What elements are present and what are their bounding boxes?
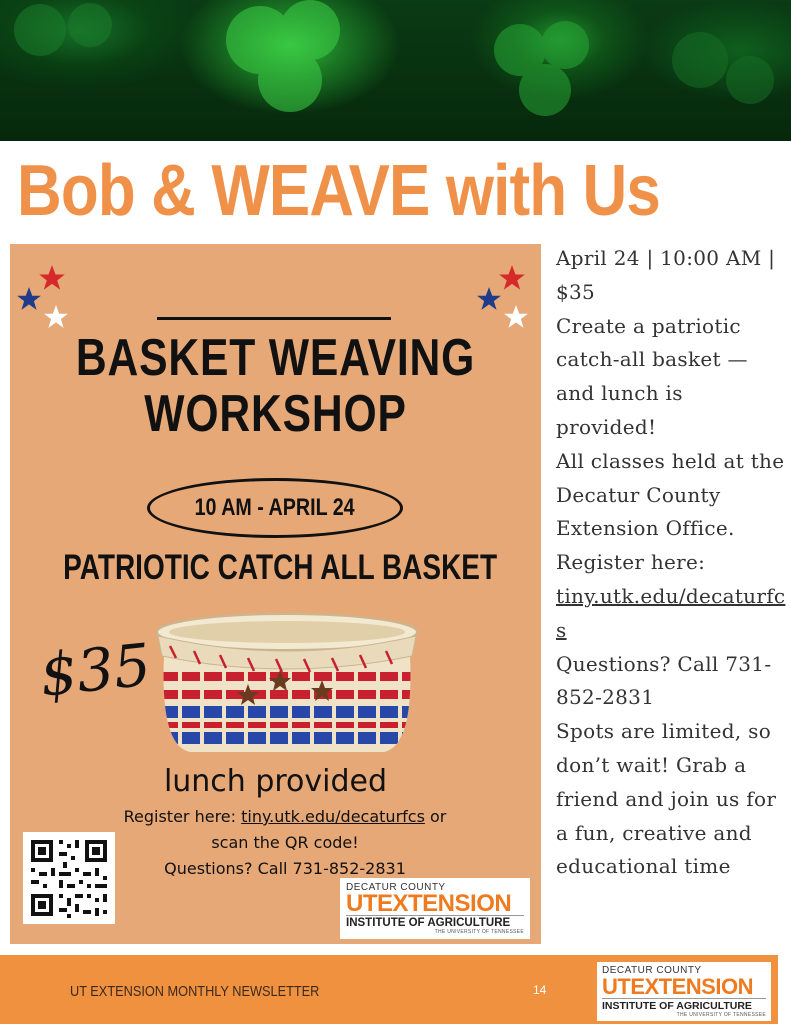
price-label: $35	[36, 630, 154, 710]
flyer-questions: Questions? Call 731-852-2831	[164, 859, 406, 878]
logo-institute: INSTITUTE OF AGRICULTURE	[346, 915, 524, 929]
page-number: 14	[533, 983, 547, 997]
scan-qr-text: scan the QR code!	[211, 833, 359, 852]
flyer-heading-line2: WORKSHOP	[144, 385, 407, 443]
event-description: Create a patriotic catch-all basket — and lunch is provided!	[556, 313, 748, 439]
flyer-heading	[58, 330, 493, 442]
clover-decoration-icon	[0, 0, 140, 110]
event-location: All classes held at the Decatur County Extension Office.	[556, 448, 785, 541]
newsletter-label: UT EXTENSION MONTHLY NEWSLETTER	[70, 983, 320, 1000]
flyer-subtitle: PATRIOTIC CATCH ALL BASKET	[63, 548, 498, 587]
heading-divider	[157, 317, 391, 320]
clover-decoration-icon	[190, 0, 390, 140]
workshop-flyer	[10, 244, 541, 944]
event-date-line: April 24 | 10:00 AM | $35	[556, 246, 776, 304]
event-details	[556, 242, 786, 884]
ut-extension-logo	[340, 878, 530, 939]
logo-extension	[346, 890, 524, 917]
header-banner-image	[0, 0, 791, 141]
register-prefix: Register here:	[123, 807, 242, 826]
flyer-register-link[interactable]: tiny.utk.edu/decaturfcs	[241, 807, 425, 826]
register-link[interactable]: tiny.utk.edu/decaturfcs	[556, 583, 786, 642]
lunch-note: lunch provided	[163, 764, 388, 799]
logo-extension-word: EXTENSION	[377, 890, 512, 917]
time-text: 10 AM - APRIL 24	[194, 494, 356, 521]
logo-university: THE UNIVERSITY OF TENNESSEE	[434, 929, 524, 935]
logo-county: DECATUR COUNTY	[346, 882, 446, 893]
clover-decoration-icon	[470, 10, 630, 140]
footer-bar	[0, 955, 778, 1024]
logo-institute: INSTITUTE OF AGRICULTURE	[602, 998, 766, 1012]
footer-ut-extension-logo	[597, 962, 771, 1021]
logo-extension-word: EXTENSION	[630, 974, 753, 999]
clover-decoration-icon	[640, 20, 790, 140]
logo-ut: UT	[346, 890, 377, 917]
red-star-icon	[38, 264, 66, 292]
logo-extension	[602, 976, 766, 998]
logo-ut: UT	[602, 974, 631, 999]
flyer-register-info	[70, 804, 500, 882]
qr-code-icon[interactable]	[23, 832, 115, 924]
logo-county: DECATUR COUNTY	[602, 965, 702, 976]
basket-image	[150, 606, 424, 756]
flyer-heading-line1: BASKET WEAVING	[75, 329, 476, 387]
event-closing: Spots are limited, so don’t wait! Grab a friend and join us for a fun, creative and educational time	[556, 719, 777, 879]
event-questions: Questions? Call 731-852-2831	[556, 651, 772, 710]
logo-university: THE UNIVERSITY OF TENNESSEE	[676, 1012, 766, 1018]
white-star-icon	[43, 304, 69, 330]
blue-star-icon	[476, 286, 502, 312]
page-title: Bob & WEAVE with Us	[17, 151, 660, 231]
register-label: Register here:	[556, 550, 706, 575]
blue-star-icon	[16, 286, 42, 312]
red-star-icon	[498, 264, 526, 292]
white-star-icon	[503, 304, 529, 330]
register-suffix: or	[424, 807, 447, 826]
time-badge	[147, 478, 403, 538]
